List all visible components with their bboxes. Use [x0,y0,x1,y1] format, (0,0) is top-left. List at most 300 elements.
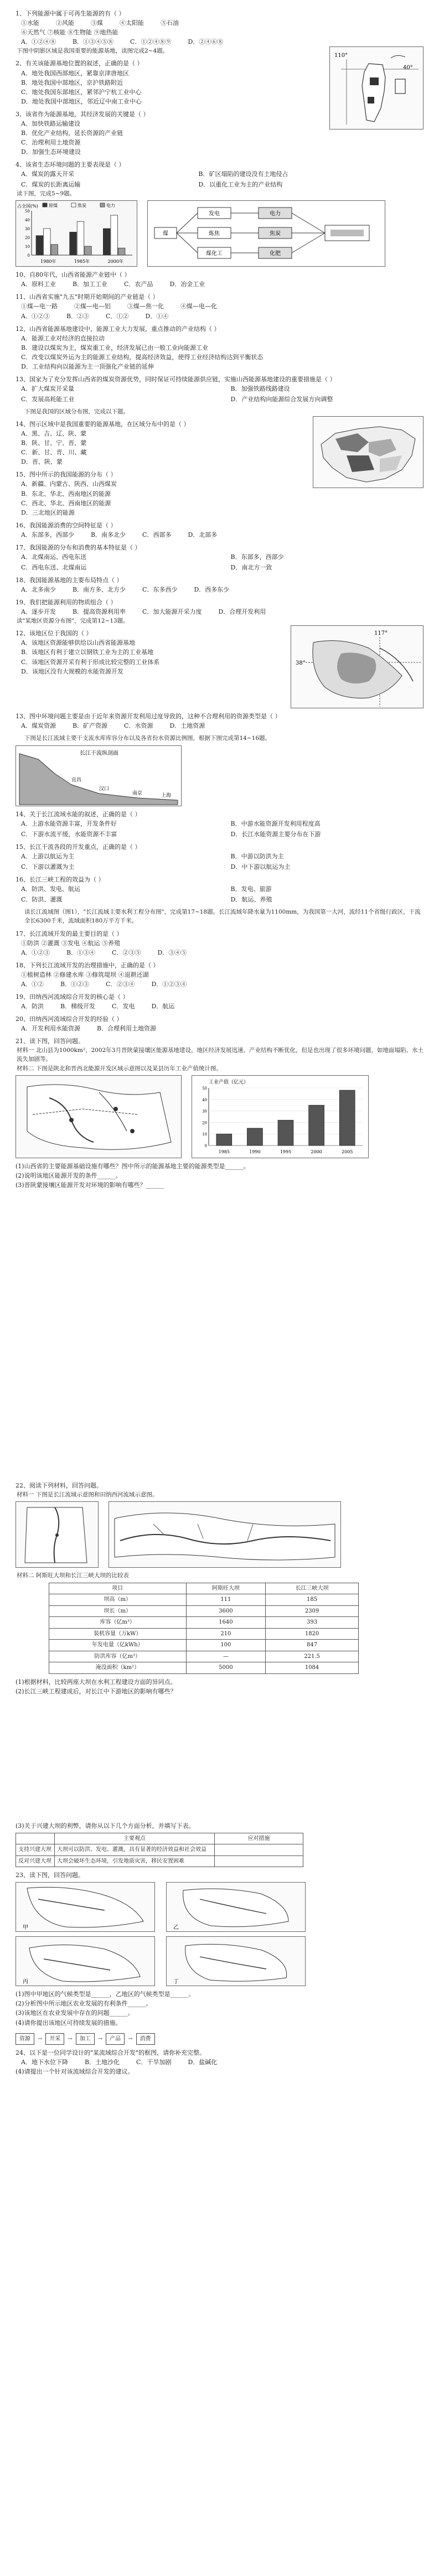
option: B．矿产资源 [72,722,108,730]
option: D．三北地区的能源 [21,509,75,516]
bar [103,229,110,255]
process-flow [16,2033,423,2045]
table-row [49,1605,359,1617]
table-cell: 装机容量（万kW） [49,1628,187,1640]
map-label: 甲 [23,1925,28,1931]
question-stem: 21、读下图，回答问题。 [16,1038,84,1045]
sub-question: (4)请提出一个针对该流域综合开发的建议。 [16,2068,134,2076]
dam-comparison-table [49,1583,359,1674]
svg-text:110°: 110° [334,53,348,59]
table-cell: 393 [266,1617,359,1629]
option: C．煤炭的长距离运输 [21,181,81,189]
answer-option: B．①②③ [60,980,90,988]
flow-box: 产品 [106,2033,125,2045]
energy-region-map-svg [16,1076,181,1158]
option-list [16,2057,423,2067]
option-list [16,1002,423,1011]
bar [309,1105,324,1146]
intro-text: 下图是长江流域主要干支流水库库容分布以及各省份水资源比例图，根据下图完成第14~16题。 [24,735,271,742]
basin-map [166,1936,306,1986]
question-21-subs [16,1162,423,1190]
basin-map-svg [167,1937,305,1986]
y-tick-label: 0 [204,1143,207,1148]
energy-bar-chart [16,200,137,267]
option: D．航运 [151,1003,175,1010]
table-header: 应对措施 [215,1833,303,1844]
question-stem: 16、我国能源消费的空间特征是（ ） [16,521,117,529]
map-label: 丙 [23,1979,28,1986]
answer-option: D．①④ [145,312,169,320]
region-map-svg [291,626,423,708]
option: B．东北、华北、西南地区的能源 [21,490,111,497]
option: B．矿区塌陷的建设没有土地侵占 [198,170,288,178]
flow-box: 资源 [16,2033,34,2045]
chart-title: 工业产值（亿元） [209,1079,249,1085]
table-cell: 185 [266,1594,359,1606]
option: A．开发利用水能资源 [21,1025,80,1033]
option: B．中游以防洪为主 [230,852,284,860]
answer-option: D．③④⑤ [157,948,187,956]
table-cell: 1084 [266,1662,359,1674]
table-cell: 221.5 [266,1651,359,1662]
question-stem: 12、该地区位于我国的（ ） [16,630,92,637]
nile-map [16,1501,99,1568]
table-cell: 防洪库容（亿m³） [49,1651,187,1662]
question-15 [16,470,303,517]
question-stem: 17、长江流域开发的最主要目的是（ ） [16,930,123,937]
option-list [16,169,423,189]
option: B．中游水能资源开发利用程度高 [230,820,321,827]
table-cell: 1820 [266,1628,359,1640]
basin-map-svg [16,1883,154,1931]
y-tick-label: 30 [25,227,30,232]
option: C．地处我国东部地区，紧邻沪宁杭工业中心 [21,88,142,96]
answer-list [16,37,423,46]
option: D．中下游以航运为主 [230,863,291,870]
bar [85,246,91,255]
question-22 [16,1481,423,1499]
legend-label: 焦炭 [78,203,86,209]
table-cell: 反对兴建大坝 [16,1855,55,1867]
option-list [16,1024,423,1033]
y-tick-label: 30 [202,1109,207,1114]
flow-label: 炼焦 [209,231,220,237]
question-stem: 18、下列长江流域开发的治理措施中，正确的是（ ） [16,961,159,969]
yangtze-map-svg [109,1502,340,1567]
energy-region-map [16,1075,182,1158]
option: D．航运、养殖 [230,896,272,904]
option: C．防洪、灌溉 [21,896,63,904]
option: C．下游水流平缓，水能资源不丰富 [21,830,117,838]
question-14b [16,810,423,839]
option-list [16,552,423,572]
option: B．优化产业结构，延长资源的产业链 [21,129,123,137]
table-cell: 淹没面积（km²） [49,1662,187,1674]
option: C．改变以煤炭外运为主的能源工业结构，提高经济效益，使得工业经济结构达到平衡状态 [21,353,264,361]
option: C．治理利用土地资源 [21,138,81,146]
table-row [49,1628,359,1640]
flow-label: 煤 [163,231,168,237]
option: C．水资源 [124,722,153,730]
flow-label: 发电 [209,211,220,217]
option-list [16,69,319,106]
option: D．工业结构向以能源为主一顶强化产业链的延伸 [21,362,154,370]
question-stem: 14、图示区域中是我国重要的能源基地，在区域分布中的是（ ） [16,421,190,428]
table-cell[interactable] [215,1855,303,1867]
bar [44,229,50,255]
option: D．土地资源 [169,722,205,730]
answer-option: D．②④⑥⑧ [188,38,224,46]
intro-text: 读"某地区资源分布图"，完成第12~13题。 [17,618,129,625]
river-profile-svg [16,746,181,806]
basin-map-svg [167,1883,305,1931]
option-list [16,302,423,311]
dam-opinion-table [16,1833,303,1868]
option: D．长江水能资源主要分布在下游 [230,830,321,838]
question-18b [16,961,423,989]
sub-question: (1)山西省的主要能源基础设施有哪些？图中所示的能源基地主要的能源类型是______。 [16,1162,250,1170]
table-cell: 5000 [186,1662,266,1674]
table-header: 主要观点 [55,1833,215,1844]
y-tick-label: 20 [202,1121,207,1126]
question-17b [16,929,423,957]
bar [36,236,43,255]
option: A．煤炭的露天开采 [21,170,74,178]
nile-map-svg [16,1502,98,1567]
question-stem: 20、田纳西河流域综合开发的经验（ ） [16,1015,123,1023]
option-list [16,607,423,616]
table-cell: 210 [186,1628,266,1640]
option: A．煤炭资源 [21,722,56,730]
option: C．农产品 [124,281,153,288]
option-list [16,279,423,289]
table-cell: 大坝会破坏生态环境，引发地质灾害，移民安置困难 [55,1855,215,1867]
svg-text:40°: 40° [403,65,413,71]
option: ①植树造林 ②修建水库 ③修筑堤坝 ④退耕还湖 [21,971,149,978]
question-stem: 19、我们把能源利用的物质组合（ ） [16,599,117,606]
option: D．合理开发利用 [218,608,266,616]
answer-option: C．①② [106,312,129,320]
map-label: 丁 [173,1979,179,1986]
option: D．西多东少 [194,585,230,593]
option: A．地处我国西部地区，紧靠京津唐地区 [21,69,129,77]
question-16b [16,875,423,904]
table-cell: 111 [186,1594,266,1606]
answer-option: C．②③④ [106,980,135,988]
question-14 [16,419,303,467]
question-19b [16,992,423,1011]
bar [77,222,84,256]
option: B．南多北少 [90,531,126,538]
question-stem: 15、图中所示的我国能源的分布（ ） [16,471,117,479]
sub-question: (4)请你提出该地区可持续发展的措施。 [16,2019,122,2026]
option: A．能源工业对经济的直接拉动 [21,334,105,342]
option: A．地下水位下降 [21,2059,68,2066]
question-stem: 3、该省作为能源基地，其经济发展的关键是（ ） [16,110,149,118]
bar [247,1128,263,1146]
option: D．南北方一致 [230,563,272,571]
question-19 [16,598,423,616]
profile-label: 宜昌 [71,777,82,783]
table-row [49,1594,359,1606]
answer-list [16,979,423,989]
option: D．地处我国中部地区，邻近辽中南工业中心 [21,97,142,105]
question-15b [16,842,423,872]
option: C．发展高耗能工业 [21,395,75,403]
answer-option: A．①② [21,980,44,988]
option-list [16,721,423,730]
y-tick-label: 0 [27,253,30,258]
y-tick-label: 20 [25,236,30,241]
option: D．北部多 [188,531,218,538]
map-label: 乙 [173,1925,179,1931]
option: B．地处我国中部地区，京沪铁路附近 [21,79,123,86]
option: D．该地区没有大规模的水能资源开发 [21,667,123,675]
shanxi-map-figure [329,46,423,129]
industry-flow-svg [148,201,385,266]
flow-box: 加工 [76,2033,95,2045]
question-23 [16,1870,423,1880]
option: B．发电、旅游 [230,885,272,893]
question-12b [16,629,281,676]
basin-map [16,1936,155,1986]
table-row [49,1640,359,1651]
output-bar-chart [192,1075,369,1158]
option-list [16,884,423,904]
sub-question: (3)该地区在农业发展中存在的问题______。 [16,2009,134,2017]
option: A．上游以航运为主 [21,852,74,860]
legend-label: 原煤 [49,203,58,209]
question-24 [16,2048,423,2076]
question-22-sub3 [16,1821,423,1831]
option: A．上游水能资源丰富，开发条件好 [21,820,117,827]
option: C．新、甘、青、川、藏 [21,449,87,457]
question-23-subs [16,1989,423,2027]
basin-map-svg [16,1937,154,1986]
profile-label: 汉口 [99,786,110,792]
question-stem: 1、下列能源中属于可再生能源的有（ ） [16,10,125,17]
option: A．扩大煤炭开采量 [21,385,74,392]
table-cell[interactable] [215,1844,303,1856]
option: ①水能 [21,19,39,27]
answer-list [16,312,423,321]
table-row [49,1651,359,1662]
question-3 [16,110,319,157]
option-list [16,479,303,517]
table-header [16,1833,55,1844]
option-list [16,970,423,979]
table-header-row [49,1583,359,1594]
option: A．原料工业 [21,281,56,288]
profile-title: 长江干流纵剖面 [80,750,118,756]
option: D．晋、陕、蒙 [21,458,63,466]
option: A．北煤南运、西电东送 [21,553,86,561]
bar [278,1120,293,1146]
question-2 [16,59,319,106]
question-4 [16,160,423,189]
question-stem: 14、关于长江流域水能的叙述，正确的是（ ） [16,810,141,818]
basin-map-grid [16,1882,303,1986]
question-stem: 19、田纳西河流域综合开发的核心是（ ） [16,993,129,1001]
option: ③煤 [91,19,103,27]
option: D．冶金工业 [169,281,205,288]
question-stem: 13、图中环境问题主要是由于近年来资源开发利用过度导致的，这种不合理利用的资源类型是（ ） [16,713,281,721]
answer-option: D．①②③④ [151,980,187,988]
bar [111,215,117,255]
table-header: 项目 [49,1583,187,1594]
option: B．陕、甘、宁、晋、蒙 [21,439,87,447]
option: A．该地区资源能够供给以山西省能源基地 [21,639,135,647]
y-tick-label: 10 [25,245,30,250]
x-tick-label: 1995 [280,1149,292,1154]
option: A．新疆、内蒙古、陕西、山西煤炭 [21,480,117,488]
option: B．加强铁路线路建设 [230,385,290,392]
sub-question: (1)根据材料，比较两座大坝在水利工程建设方面的异同点。 [16,1678,177,1686]
sub-question: (2)分析图中所示地区农业发展的有利条件______。 [16,2000,152,2008]
question-22-subs [16,1677,423,1696]
answer-option: B．①③④ [66,948,96,956]
question-stem: 4、该省生态环境问题的主要表现是（ ） [16,160,125,168]
china-map-figure [313,416,423,488]
option: D．加强生态环境建设 [21,148,81,156]
option: C．干旱加剧 [136,2059,172,2066]
option: B．东部多，西部少 [230,553,284,561]
bar [70,232,76,256]
material-text: 材料二 下图是陕北和晋西北能源开发区域示意图以及某县历年工业产值统计图。 [17,1065,222,1072]
option: C．下游以灌溉为主 [21,863,75,870]
china-map-svg [313,417,423,488]
flow-label: 化肥 [270,251,281,257]
blank-space [16,1190,423,1478]
map-longitude-label: 117° [374,630,388,637]
table-cell: 坝高（m） [49,1594,187,1606]
y-tick-label: 40 [202,1097,207,1102]
flow-box: 消费 [136,2033,155,2045]
table-header-row [16,1833,303,1844]
table-row [16,1855,303,1867]
table-header: 长江三峡大坝 [266,1583,359,1594]
material-text: 材料二 阿斯旺大坝和长江三峡大坝的比较表 [17,1572,129,1579]
y-tick-label: 50 [202,1086,207,1091]
question-20 [16,1014,423,1033]
table-row [16,1844,303,1856]
table-cell: 1640 [186,1617,266,1629]
option-list [16,852,423,872]
table-cell: 2309 [266,1605,359,1617]
answer-option: C．②③⑤ [112,948,141,956]
question-13 [16,375,423,404]
table-row [49,1617,359,1629]
option-list [16,119,319,157]
option: B．梯级开发 [60,1003,96,1010]
option: B．土地沙化 [84,2059,120,2066]
table-cell: 支持兴建大坝 [16,1844,55,1856]
table-cell: 100 [186,1640,266,1651]
option: ①煤—电一路 [21,303,58,310]
option-list [16,819,423,839]
table-cell: 847 [266,1640,359,1651]
blank-space [16,1696,423,1818]
intro-text: 下图是我国的区域分布图，完成以下题。 [24,408,129,415]
table-cell: 库容（亿m³） [49,1617,187,1629]
x-tick-label: 2000 [311,1149,322,1154]
sub-question: (3)关于兴建大坝的利弊，请你从以下几个方面分析，并填写下表。 [16,1822,195,1829]
output-bar-chart-svg [192,1076,368,1158]
river-profile-figure [16,745,182,806]
industry-flow-diagram [147,200,385,267]
option: C．加大能源开采力度 [142,608,202,616]
question-stem: 24、以下是一位同学设计的"某流域综合开发"的框图，请你补充完整。 [16,2049,206,2057]
basin-map [166,1882,306,1932]
flow-label: 焦炭 [270,231,281,237]
question-stem: 2、有关该能源基地位置的叙述，正确的是（ ） [16,60,143,68]
legend-swatch [43,203,47,207]
intro-text: 下图中阴影区域是我国重要的能源基地，读图完成2~4题。 [17,48,169,55]
question-stem: 10、自80年代，山西省能源产业链中（ ） [16,271,131,279]
legend-swatch [100,203,105,207]
question-stem: 15、长江干流各段的开发重点，正确的是（ ） [16,843,141,851]
question-stem: 23、读下图，回答问题。 [16,1872,84,1879]
table-cell: 年发电量（亿kWh） [49,1640,187,1651]
sub-question: (1)图中甲地区的气候类型是______，乙地区的气候类型是______。 [16,1991,195,1998]
option: ②风能 [56,19,74,27]
y-tick-label: 10 [202,1132,207,1137]
arrow-right-icon: → [38,2035,43,2042]
sub-question: (2)长江三峡工程建成后，对长江中下游地区的影响有哪些？ [16,1687,177,1695]
option: C．西电东送、北煤南运 [21,563,87,571]
shanxi-map-svg [330,47,423,129]
option: D．以重化工业为主的产业结构 [198,181,283,189]
profile-label: 南京 [132,790,143,796]
profile-label: 上海 [161,792,172,799]
option: ⑥天然气 ⑦核能 ⑧生物能 ⑨地热能 [21,29,118,37]
option: A．防洪 [21,1003,44,1010]
bar [339,1090,355,1146]
table-cell: 坝长（m） [49,1605,187,1617]
option: ④太阳能 [120,19,144,27]
map-latitude-label: 38° [296,660,306,667]
x-tick-label: 1985 [218,1149,230,1154]
question-stem: 16、长江三峡工程的效益为（ ） [16,876,105,883]
question-21 [16,1036,423,1073]
answer-option: A．①②④⑧ [21,38,56,46]
legend-label: 电力 [106,203,115,209]
option-list [16,638,281,676]
material-text: 材料一 北山县为1000km²，2002年3月晋陕蒙接壤区能源基地建设，地区经济发展迅速，产业结构不断优化，但是也出现了很多环境问题，如地面塌陷、水土流失加剧等。 [17,1047,423,1063]
option: A．逐步开发 [21,608,56,616]
question-stem: 18、我国能源基地的主要布局特点（ ） [16,576,123,584]
table-cell: 3600 [186,1605,266,1617]
option: B．提高资源利用率 [72,608,126,616]
basin-map [16,1882,155,1932]
option-list [16,429,303,467]
question-12 [16,324,423,371]
option-list [16,18,423,28]
option: A．北多南少 [21,585,56,593]
option-list [16,585,423,594]
table-cell: 大坝可以防洪、发电、灌溉，具有显著的经济效益和社会效益 [55,1844,215,1856]
arrow-right-icon: → [68,2035,73,2042]
intro-text: 读下图，完成5~9题。 [17,190,76,198]
question-18 [16,576,423,594]
y-tick-label: 40 [25,218,30,223]
legend-swatch [71,203,76,207]
option: C．东多西少 [142,585,178,593]
arrow-right-icon: → [97,2035,103,2042]
option: B．加工工业 [72,281,108,288]
question-11 [16,292,423,320]
y-axis-label: 占全国(%) [17,204,38,209]
